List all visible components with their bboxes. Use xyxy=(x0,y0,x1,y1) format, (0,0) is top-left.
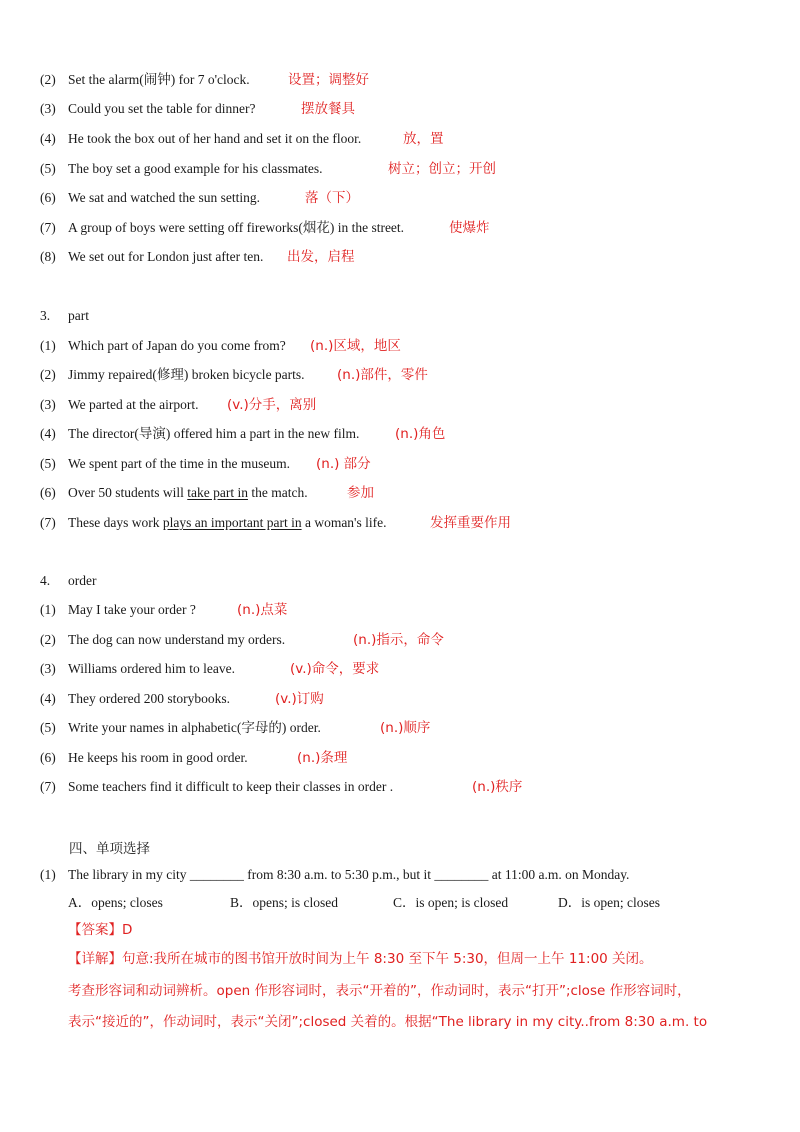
item-sentence: May I take your order ? xyxy=(68,602,196,617)
item-answer: 放，置 xyxy=(403,131,444,147)
item-answer: 树立；创立；开创 xyxy=(388,161,496,177)
item-number: (6) xyxy=(40,750,56,765)
option-d: D．is open; closes xyxy=(558,895,660,910)
underlined-phrase: take part in xyxy=(187,485,248,500)
item-answer: 发挥重要作用 xyxy=(430,515,511,531)
item-sentence: Over 50 students will take part in the match. xyxy=(68,485,308,500)
item-sentence: We sat and watched the sun setting. xyxy=(68,190,260,205)
item-number: (2) xyxy=(40,72,56,87)
item-number: (2) xyxy=(40,367,56,382)
item-sentence: Set the alarm(闹钟) for 7 o'clock. xyxy=(68,72,250,87)
item-answer: (n.)角色 xyxy=(395,426,446,442)
section-number: 3. xyxy=(40,308,51,323)
item-number: (5) xyxy=(40,161,56,176)
item-number: (7) xyxy=(40,515,56,530)
item-number: (4) xyxy=(40,691,56,706)
item-sentence: These days work plays an important part in a woman's life. xyxy=(68,515,387,530)
item-sentence: A group of boys were setting off fireworks(烟花) in the street. xyxy=(68,220,405,235)
explanation-line-3: 表示“接近的”，作动词时，表示“关闭”;closed 关着的。根据“The library in my city..from 8:30 a.m. to xyxy=(68,1014,708,1030)
item-sentence: They ordered 200 storybooks. xyxy=(68,691,230,706)
item-answer: (n.)部件，零件 xyxy=(337,367,428,383)
item-number: (6) xyxy=(40,485,56,500)
section-word: order xyxy=(68,573,97,588)
item-answer: 使爆炸 xyxy=(449,220,490,236)
section-heading-mcq: 四、单项选择 xyxy=(69,841,150,857)
question-number: (1) xyxy=(40,867,56,882)
item-number: (6) xyxy=(40,190,56,205)
section-number: 4. xyxy=(40,573,51,588)
item-answer: 摆放餐具 xyxy=(301,101,355,117)
item-sentence: Jimmy repaired(修理) broken bicycle parts. xyxy=(68,367,305,382)
item-sentence: Write your names in alphabetic(字母的) order. xyxy=(68,720,321,735)
item-number: (2) xyxy=(40,632,56,647)
underlined-phrase: plays an important part in xyxy=(162,515,302,530)
item-sentence: The boy set a good example for his classmates. xyxy=(68,161,323,176)
item-answer: (v.)命令，要求 xyxy=(290,661,380,677)
item-answer: 出发，启程 xyxy=(287,249,355,265)
item-sentence: Which part of Japan do you come from? xyxy=(68,338,286,353)
item-sentence: The dog can now understand my orders. xyxy=(68,632,286,647)
item-number: (7) xyxy=(40,220,56,235)
item-number: (4) xyxy=(40,426,56,441)
item-answer: 设置；调整好 xyxy=(288,72,369,88)
explanation-line-2: 考查形容词和动词辨析。open 作形容词时，表示“开着的”，作动词时，表示“打开”;close 作形容词时， xyxy=(68,983,691,999)
item-number: (3) xyxy=(40,661,56,676)
item-sentence: He took the box out of her hand and set it on the floor. xyxy=(68,131,362,146)
option-a: A．opens; closes xyxy=(68,895,163,910)
item-sentence: We spent part of the time in the museum. xyxy=(68,456,290,471)
answer-line: 【答案】D xyxy=(68,922,133,938)
item-number: (4) xyxy=(40,131,56,146)
item-sentence: He keeps his room in good order. xyxy=(68,750,248,765)
item-answer: (n.)秩序 xyxy=(472,779,523,795)
item-answer: (n.)指示，命令 xyxy=(353,632,444,648)
item-number: (8) xyxy=(40,249,56,264)
item-number: (7) xyxy=(40,779,56,794)
option-c: C．is open; is closed xyxy=(393,895,509,910)
item-answer: 落（下） xyxy=(305,190,359,206)
item-sentence: We set out for London just after ten. xyxy=(68,249,264,264)
item-sentence: Could you set the table for dinner? xyxy=(68,101,256,116)
item-sentence: Williams ordered him to leave. xyxy=(68,661,236,676)
item-number: (1) xyxy=(40,602,56,617)
item-number: (3) xyxy=(40,101,56,116)
item-answer: 参加 xyxy=(347,485,374,501)
question-text: The library in my city ________ from 8:30 a.m. to 5:30 p.m., but it ________ at 11:00 a.m. on Monday. xyxy=(68,867,630,882)
item-sentence: We parted at the airport. xyxy=(68,397,199,412)
options-row xyxy=(68,894,768,912)
item-answer: (n.)顺序 xyxy=(380,720,431,736)
item-answer: (v.)分手，离别 xyxy=(227,397,317,413)
item-answer: (n.)区域，地区 xyxy=(310,338,401,354)
item-number: (5) xyxy=(40,720,56,735)
item-answer: (v.)订购 xyxy=(275,691,324,707)
option-b: B．opens; is closed xyxy=(230,895,338,910)
section-word: part xyxy=(68,308,89,323)
item-sentence: The director(导演) offered him a part in the new film. xyxy=(68,426,360,441)
item-answer: (n.)点菜 xyxy=(237,602,288,618)
item-answer: (n.)条理 xyxy=(297,750,348,766)
explanation-line-1: 【详解】句意:我所在城市的图书馆开放时间为上午 8:30 至下午 5:30，但周一上午 11:00 关闭。 xyxy=(68,951,653,967)
item-number: (3) xyxy=(40,397,56,412)
item-number: (5) xyxy=(40,456,56,471)
item-number: (1) xyxy=(40,338,56,353)
item-answer: (n.) 部分 xyxy=(316,456,371,472)
item-sentence: Some teachers find it difficult to keep their classes in order . xyxy=(68,779,394,794)
